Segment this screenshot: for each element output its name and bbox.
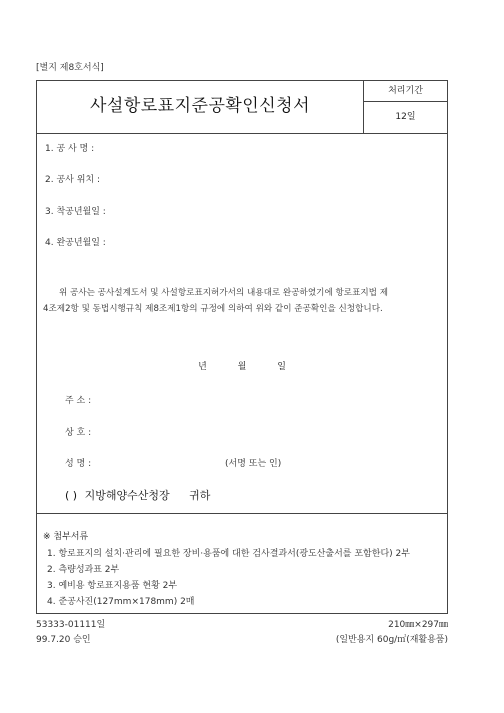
paper-size: 210㎜×297㎜: [388, 620, 448, 630]
approval-date: 99.7.20 승인: [36, 635, 91, 645]
form-title: 사설항로표지준공확인신청서: [90, 96, 310, 116]
attachment-item: 2. 측량성과표 2부: [47, 565, 120, 575]
statement-paragraph: [43, 285, 441, 317]
processing-period-label: 처리기간: [364, 81, 447, 102]
applicant-name-label: 성 명 :: [65, 459, 92, 469]
date-month-label: 월: [237, 362, 247, 372]
applicant-company-label: 상 호 :: [65, 428, 92, 438]
signature-note: (서명 또는 인): [225, 459, 282, 469]
attachment-item: 4. 준공사진(127mm×178mm) 2매: [47, 597, 195, 607]
addressee-honorific: 귀하: [189, 489, 211, 502]
attachment-item: 1. 항로표지의 설치·관리에 필요한 장비·용품에 대한 검사결과서(광도산출서를 포함한다) 2부: [47, 549, 410, 559]
statement-line-2: 4조제2항 및 동법시행규칙 제8조제1항의 규정에 의하여 위와 같이 준공확인을 신청합니다.: [43, 304, 383, 314]
field-project-location: [45, 172, 106, 185]
date-year-label: 년: [198, 362, 207, 372]
addressee-line: [65, 487, 210, 503]
statement-line-1: 위 공사는 공사설계도서 및 사설항로표지허가서의 내용대로 완공하였기에 항로표지법 제: [59, 288, 389, 298]
title-row: [37, 81, 447, 134]
section-divider: [37, 513, 447, 514]
date-day-label: 일: [277, 362, 286, 372]
form-frame: [36, 80, 448, 614]
field-label: 1. 공 사 명 :: [45, 144, 95, 154]
paper-type: (일반용지 60g/㎡(재활용품): [335, 635, 448, 645]
addressee-paren: ( ): [65, 489, 78, 502]
addressee-office: 지방해양수산청장: [84, 489, 170, 502]
attachments-header: ※ 첨부서류: [43, 532, 89, 542]
processing-period-value: 12일: [395, 112, 416, 122]
field-label: 2. 공사 위치 :: [45, 175, 100, 185]
application-date: [37, 359, 447, 372]
form-label: [별지 제8호서식]: [36, 63, 104, 73]
field-start-date: [45, 204, 112, 217]
field-label: 4. 완공년월일 :: [45, 238, 106, 248]
field-label: 3. 착공년월일 :: [45, 207, 106, 217]
attachment-item: 3. 예비용 항로표지용품 현황 2부: [47, 581, 178, 591]
processing-period-box: [363, 81, 447, 133]
applicant-address-label: 주 소 :: [65, 396, 92, 406]
field-completion-date: [45, 235, 112, 248]
field-project-name: [45, 141, 100, 154]
form-code: 53333-01111일: [36, 620, 106, 630]
